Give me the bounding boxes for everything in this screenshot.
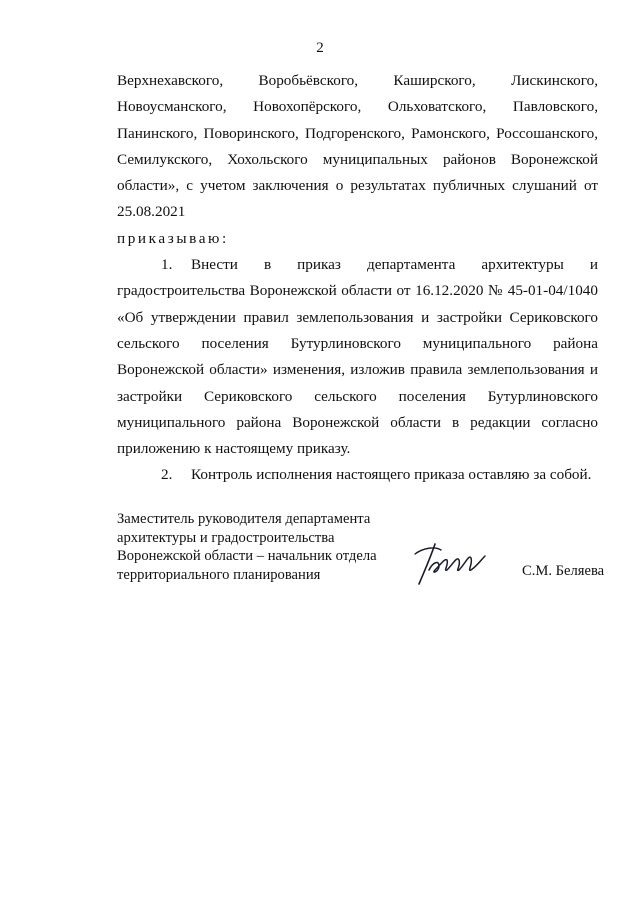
position-line-1: Заместитель руководителя департамента: [117, 511, 371, 527]
signer-name: С.М. Беляева: [522, 563, 605, 579]
district-word: Верхнехавского,: [117, 72, 224, 89]
district-word: Каширского,: [393, 72, 476, 89]
page-number: 2: [316, 40, 324, 56]
item-1-line-4: сельского поселения Бутурлиновского муниципального района: [117, 334, 598, 352]
order-body: [117, 68, 598, 489]
item-1-line-2: градостроительства Воронежской области от 16.12.2020 № 45-01-04/1040: [117, 282, 598, 300]
item-2: [117, 462, 598, 488]
item-1-line-1: Внести в приказ департамента архитектуры и: [191, 256, 598, 274]
district-word: Павловского,: [512, 98, 599, 116]
position-line-3: Воронежской области – начальник отдела: [117, 548, 377, 565]
district-word: Воробьёвского,: [258, 72, 359, 89]
district-word: Ольховатского,: [387, 98, 487, 116]
position-line-2: архитектуры и градостроительства: [117, 529, 335, 546]
order-word: приказываю:: [117, 229, 229, 247]
item-1-line-3: «Об утверждении правил землепользования и застройки Сериковского: [117, 308, 598, 326]
item-1-first-line: [117, 252, 598, 278]
signatory-position: [117, 510, 417, 584]
body-line-5: области», с учетом заключения о результатах публичных слушаний от: [117, 177, 598, 195]
item-1-line-6: застройки Сериковского сельского поселения Бутурлиновского: [117, 387, 598, 405]
item-2-text: Контроль исполнения настоящего приказа оставляю за собой.: [191, 466, 592, 484]
body-line-3: Панинского, Поворинского, Подгоренского, Рамонского, Россошанского,: [117, 124, 598, 142]
item-1-number: 1.: [161, 256, 173, 274]
body-line-1: [117, 68, 598, 94]
item-1-line-7: муниципального района Воронежской области в редакции согласно: [117, 413, 598, 431]
body-line-4: Семилукского, Хохольского муниципальных районов Воронежской: [117, 150, 598, 168]
district-word: Лискинского,: [511, 72, 599, 89]
district-word: Новоусманского,: [117, 98, 227, 116]
body-line-6: 25.08.2021: [117, 203, 186, 221]
item-1-line-8: приложению к настоящему приказу.: [117, 440, 351, 458]
item-2-number: 2.: [161, 466, 173, 484]
handwritten-signature: [405, 540, 495, 588]
position-line-4: территориального планирования: [117, 566, 321, 583]
item-1-line-5: Воронежской области» изменения, изложив правила землепользования и: [117, 361, 598, 379]
body-line-2: [117, 94, 598, 120]
district-word: Новохопёрского,: [253, 98, 362, 116]
